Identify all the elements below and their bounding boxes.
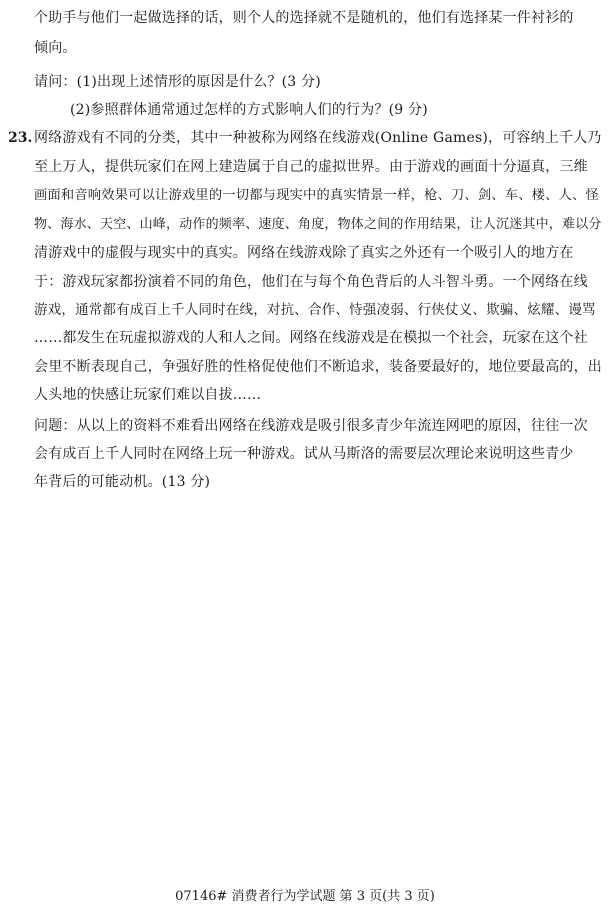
- question23-passage-line-4: 物、海水、天空、山峰，动作的频率、速度、角度，物体之间的作用结果，让人沉迷其中，难以分: [34, 217, 602, 232]
- question23-passage-line-7: 游戏，通常都有成百上千人同时在线，对抗、合作、恃强凌弱、行侠仗义、欺骗、炫耀、谩骂: [34, 302, 596, 318]
- question23-passage-line-10: 人头地的快感让玩家们难以自拔……: [34, 387, 262, 403]
- question23-passage-line-8: ……都发生在玩虚拟游戏的人和人之间。网络在线游戏是在模拟一个社会，玩家在这个社: [34, 330, 588, 346]
- question22-prompt-2: (2)参照群体通常通过怎样的方式影响人们的行为？(9 分): [70, 102, 428, 118]
- question23-passage-line-6: 于：游戏玩家都扮演着不同的角色，他们在与每个角色背后的人斗智斗勇。一个网络在线: [34, 274, 588, 290]
- question23-number: 23.: [8, 130, 33, 146]
- question23-passage-line-9: 会里不断表现自己，争强好胜的性格促使他们不断追求，装备要最好的，地位要最高的，出: [34, 359, 602, 375]
- page-footer: 07146# 消费者行为学试题 第 3 页(共 3 页): [175, 889, 435, 904]
- question23-question-line-2: 会有成百上千人同时在网络上玩一种游戏。试从马斯洛的需要层次理论来说明这些青少: [34, 446, 574, 462]
- question23-question-line-3: 年背后的可能动机。(13 分): [34, 474, 211, 490]
- question23-passage-line-2: 至上万人，提供玩家们在网上建造属于自己的虚拟世界。由于游戏的画面十分逼真，三维: [34, 159, 588, 175]
- question22-prompt-1: 请问：(1)出现上述情形的原因是什么？(3 分): [34, 74, 321, 90]
- continuation-line-2: 倾向。: [34, 40, 77, 56]
- question23-question-line-1: 问题：从以上的资料不难看出网络在线游戏是吸引很多青少年流连网吧的原因，往往一次: [34, 418, 588, 434]
- question23-passage-line-1: 网络游戏有不同的分类，其中一种被称为网络在线游戏(Online Games)，可容纳上千人乃: [34, 130, 602, 146]
- question23-passage-line-3: 画面和音响效果可以让游戏里的一切都与现实中的真实情景一样，枪、刀、剑、车、楼、人、怪: [34, 188, 599, 203]
- continuation-line-1: 个助手与他们一起做选择的话，则个人的选择就不是随机的，他们有选择某一件衬衫的: [34, 10, 574, 26]
- question23-passage-line-5: 清游戏中的虚假与现实中的真实。网络在线游戏除了真实之外还有一个吸引人的地方在: [34, 245, 574, 261]
